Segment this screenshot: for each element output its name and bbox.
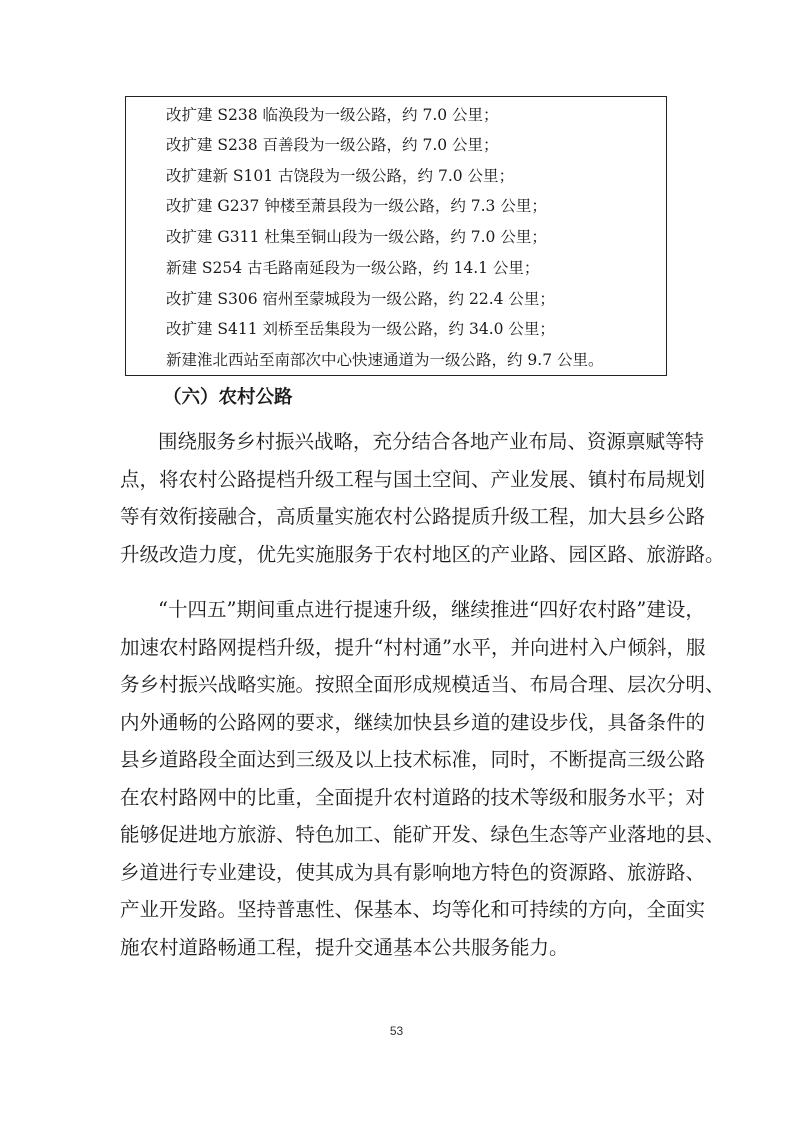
project-item: 新建 S254 古毛路南延段为一级公路，约 14.1 公里； bbox=[166, 259, 540, 277]
section-heading: （六）农村公路 bbox=[163, 387, 293, 408]
project-item: 改扩建 S238 临涣段为一级公路，约 7.0 公里； bbox=[166, 106, 499, 124]
paragraph-line: 围绕服务乡村振兴战略，充分结合各地产业布局、资源禀赋等特 bbox=[158, 430, 705, 453]
paragraph-line: 县乡道路段全面达到三级及以上技术标准，同时，不断提高三级公路 bbox=[120, 748, 706, 771]
paragraph-line: 等有效衔接融合，高质量实施农村公路提质升级工程，加大县乡公路 bbox=[120, 505, 706, 528]
project-item: 改扩建 S411 刘桥至岳集段为一级公路，约 34.0 公里； bbox=[166, 320, 555, 338]
project-item: 改扩建 S306 宿州至蒙城段为一级公路，约 22.4 公里； bbox=[166, 290, 555, 308]
paragraph-2 bbox=[120, 591, 725, 966]
paragraph-line: 施农村道路畅通工程，提升交通基本公共服务能力。 bbox=[120, 935, 569, 959]
paragraph-1 bbox=[120, 423, 725, 573]
paragraph-line: 内外通畅的公路网的要求，继续加快县乡道的建设步伐，具备条件的 bbox=[120, 710, 706, 734]
paragraph-line: 乡道进行专业建设，使其成为具有影响地方特色的资源路、旅游路、 bbox=[120, 860, 706, 884]
paragraph-line: 能够促进地方旅游、特色加工、能矿开发、绿色生态等产业落地的县、 bbox=[120, 823, 725, 846]
project-item: 改扩建 G237 钟楼至萧县段为一级公路，约 7.3 公里； bbox=[166, 197, 547, 215]
project-item: 新建淮北西站至南部次中心快速通道为一级公路，约 9.7 公里。 bbox=[166, 351, 604, 369]
paragraph-line: 在农村路网中的比重，全面提升农村道路的技术等级和服务水平；对 bbox=[120, 785, 706, 809]
paragraph-line: 务乡村振兴战略实施。按照全面形成规模适当、布局合理、层次分明、 bbox=[120, 673, 725, 696]
project-item: 改扩建 S238 百善段为一级公路，约 7.0 公里； bbox=[166, 136, 499, 154]
paragraph-line: 点，将农村公路提档升级工程与国土空间、产业发展、镇村布局规划 bbox=[120, 467, 706, 491]
page-number: 53 bbox=[389, 1024, 404, 1038]
project-item: 改扩建新 S101 古饶段为一级公路，约 7.0 公里； bbox=[166, 167, 515, 185]
project-list-box bbox=[125, 96, 667, 376]
project-item: 改扩建 G311 杜集至铜山段为一级公路，约 7.0 公里； bbox=[166, 228, 547, 246]
paragraph-line: “十四五”期间重点进行提速升级，继续推进“四好农村路”建设， bbox=[158, 598, 705, 621]
paragraph-line: 加速农村路网提档升级，提升“村村通”水平，并向进村入户倾斜，服 bbox=[120, 635, 706, 659]
paragraph-line: 产业开发路。坚持普惠性、保基本、均等化和可持续的方向，全面实 bbox=[120, 898, 706, 921]
paragraph-line: 升级改造力度，优先实施服务于农村地区的产业路、园区路、旅游路。 bbox=[120, 542, 725, 566]
